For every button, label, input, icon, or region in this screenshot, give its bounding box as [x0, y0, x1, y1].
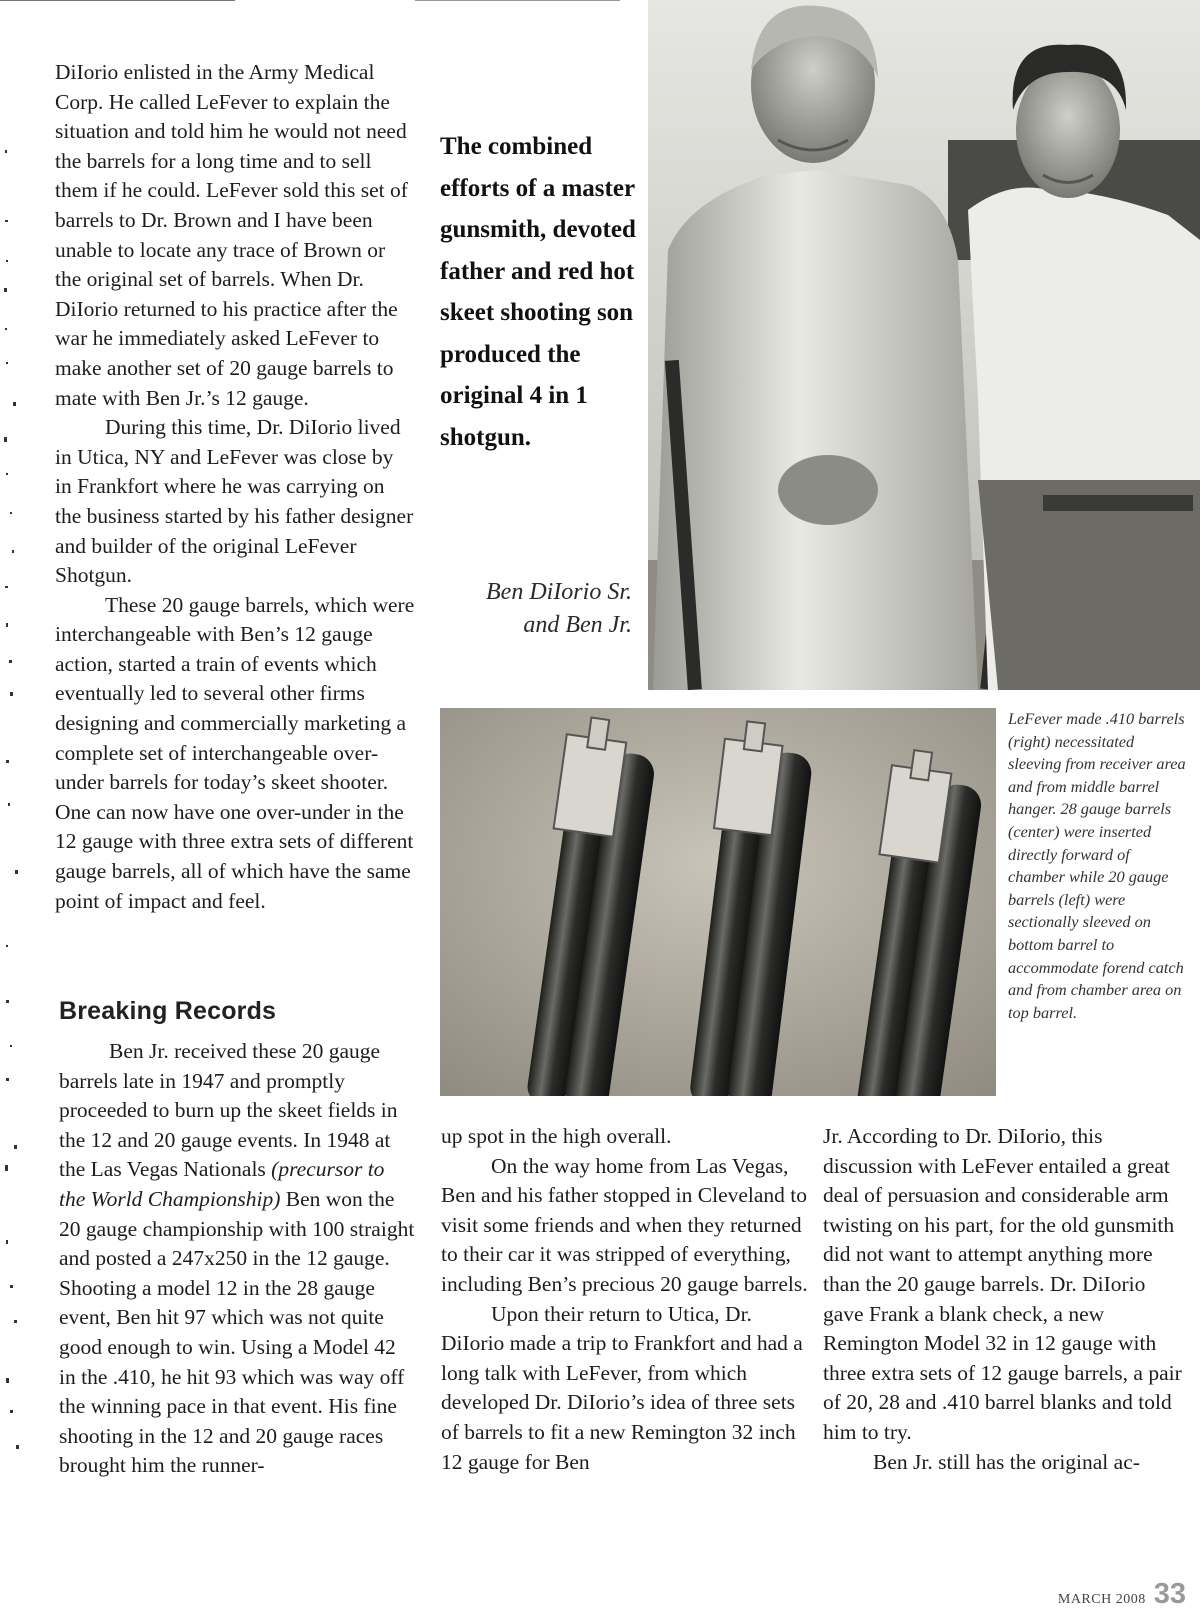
caption-line: Ben DiIorio Sr. — [486, 579, 632, 605]
photo-father-and-son — [648, 0, 1200, 690]
italic-aside: (precursor to the World Championship) — [59, 1157, 385, 1211]
article-paragraph — [59, 1037, 415, 1481]
article-paragraph: On the way home from Las Vegas, Ben and his father stopped in Cleveland to visit some friends and when they returned to their car it was stripped of everything, including Ben’s precious 20 gauge barrels. — [441, 1153, 808, 1296]
pull-quote: The combined efforts of a master gunsmith, devoted father and red hot skeet shooting son produced the original 4 in 1 shotgun. — [440, 133, 636, 451]
photo-caption — [452, 576, 632, 642]
article-paragraph: Upon their return to Utica, Dr. DiIorio made a trip to Frankfort and had a long talk with LeFever, from which developed Dr. DiIorio’s idea of three sets of barrels to fit a new Remington 32 inch 12 gauge for Ben — [441, 1301, 803, 1474]
article-column-2 — [441, 1122, 811, 1477]
article-paragraph: Ben Jr. still has the original ac- — [873, 1449, 1140, 1474]
barrels-caption: LeFever made .410 barrels (right) necessitated sleeving from receiver area and from middle barrel hanger. 28 gauge barrels (center) were inserted directly forward of chamber while 20 gauge barrels (left) were sectionally sleeved on bottom barrel to accommodate forend catch and from chamber area on top barrel. — [1008, 709, 1186, 1022]
article-column-3 — [823, 1122, 1183, 1477]
article-column-1-lower — [59, 1037, 415, 1481]
article-paragraph: Jr. According to Dr. DiIorio, this discussion with LeFever entailed a great deal of persuasion and considerable arm twisting on his part, for the old gunsmith did not want to attempt anything more than the 20 gauge barrels. Dr. DiIorio gave Frank a blank check, a new Remington Model 32 in 12 gauge with three extra sets of 12 gauge barrels, a pair of 20, 28 and .410 barrel blanks and told him to try. — [823, 1124, 1182, 1444]
page-number: 33 — [1153, 1578, 1186, 1610]
paragraph-text: Ben Jr. received these 20 gauge barrels late in 1947 and promptly proceeded to burn up the skeet fields in the 12 and 20 gauge events. In 1948 at the Las Vegas Nationals — [59, 1039, 398, 1182]
issue-date: MARCH 2008 — [1057, 1592, 1146, 1607]
photo-father-and-son-illustration — [648, 0, 1200, 690]
photo-barrel-sets — [440, 708, 996, 1096]
paragraph-text: Ben won the 20 gauge championship with 100 straight and posted a 247x250 in the 12 gauge. Shooting a model 12 in the 28 gauge event, Ben hit 97 which was not quite good enough to win. Using a Model 42 in the .410, he hit 93 which was way off the winning pace in that event. His fine shooting in the 12 and 20 gauge races brought him the runner- — [59, 1186, 415, 1478]
page-footer — [1058, 1578, 1186, 1611]
top-rule-middle — [415, 0, 620, 1]
article-column-1-upper — [55, 58, 415, 916]
section-heading-breaking-records: Breaking Records — [59, 997, 277, 1025]
article-paragraph: DiIorio enlisted in the Army Medical Corp. He called LeFever to explain the situation and told him he would not need the barrels for a long time and to sell them if he could. LeFever sold this set of barrels to Dr. Brown and I have been unable to locate any trace of Brown or the original set of barrels. When Dr. DiIorio returned to his practice after the war he immediately asked LeFever to make another set of 20 gauge barrels to mate with Ben Jr.’s 12 gauge. — [55, 60, 408, 410]
photo-barrel-sets-illustration — [440, 708, 996, 1096]
article-paragraph: During this time, Dr. DiIorio lived in Utica, NY and LeFever was close by in Frankfort where he was carrying on the business started by his father designer and builder of the original LeFever Shotgun. — [55, 415, 414, 588]
margin-scan-marks — [0, 140, 24, 1500]
article-paragraph: up spot in the high overall. — [441, 1124, 672, 1148]
top-rule-left — [0, 0, 235, 1]
caption-line: and Ben Jr. — [523, 612, 632, 638]
article-paragraph: These 20 gauge barrels, which were interchangeable with Ben’s 12 gauge action, started a train of events which eventually led to several other firms designing and commercially marketing a complete set of interchangeable over-under barrels for today’s skeet shooter. One can now have one over-under in the 12 gauge with three extra sets of different gauge barrels, all of which have the same point of impact and feel. — [55, 592, 415, 913]
